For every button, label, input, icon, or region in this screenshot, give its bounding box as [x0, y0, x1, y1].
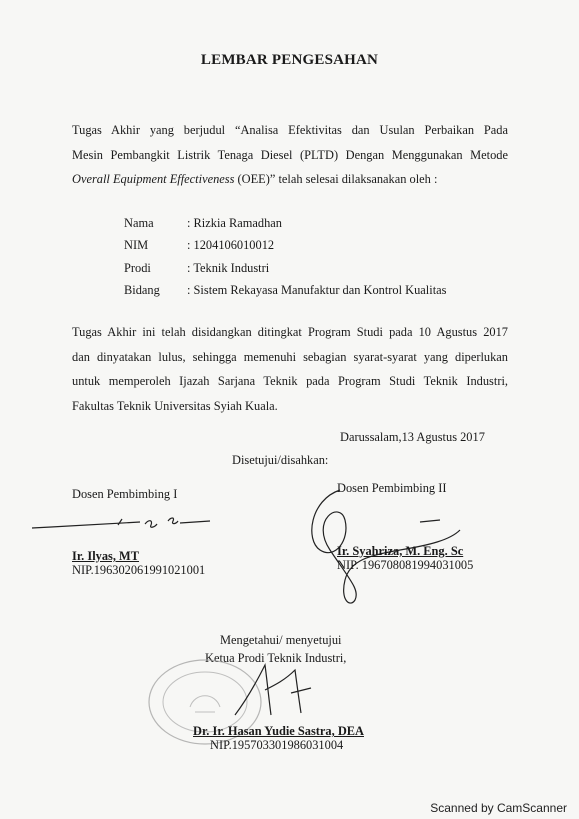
bidang-value: : Sistem Rekayasa Manufaktur dan Kontrol Kualitas: [187, 283, 447, 297]
intro-paragraph: [72, 118, 508, 192]
supervisor1-nip: NIP.196302061991021001: [72, 563, 206, 577]
nim-value: : 1204106010012: [187, 238, 275, 252]
head-nip: NIP.195703301986031004: [210, 738, 344, 752]
head-line-1: Mengetahui/ menyetujui: [220, 633, 342, 647]
scanner-watermark: Scanned by CamScanner: [430, 801, 567, 815]
body-paragraph: [72, 320, 508, 418]
head-name: Dr. Ir. Hasan Yudie Sastra, DEA: [193, 724, 364, 738]
supervisor2-nip: NIP. 196708081994031005: [337, 558, 474, 572]
prodi-value: : Teknik Industri: [187, 261, 270, 275]
prodi-label: Prodi: [124, 261, 151, 275]
head-line-2: Ketua Prodi Teknik Industri,: [205, 651, 347, 665]
body-line-3: untuk memperoleh Ijazah Sarjana Teknik pada Program Studi Teknik Industri,: [72, 374, 508, 388]
nim-label: NIM: [124, 238, 149, 252]
intro-line-1: Tugas Akhir yang berjudul “Analisa Efektivitas dan Usulan Perbaikan Pada: [72, 123, 508, 137]
page-title: LEMBAR PENGESAHAN: [200, 52, 379, 68]
supervisor1-name: Ir. Ilyas, MT: [72, 549, 140, 563]
body-line-4: Fakultas Teknik Universitas Syiah Kuala.: [72, 398, 278, 413]
approved-label: Disetujui/disahkan:: [232, 453, 329, 467]
supervisor2-name: Ir. Syahrizа, M. Eng. Sc: [337, 544, 464, 558]
place-date: Darussalam,13 Agustus 2017: [340, 430, 485, 444]
body-line-1: Tugas Akhir ini telah disidangkan ditingkat Program Studi pada 10 Agustus 2017: [72, 325, 508, 339]
intro-line-3-rest: (OEE)” telah selesai dilaksanakan oleh :: [234, 172, 438, 186]
body-line-2: dan dinyatakan lulus, sehingga memenuhi sebagian syarat-syarat yang diperlukan: [72, 349, 508, 364]
intro-italic-term: Overall Equipment Effectiveness: [72, 172, 235, 186]
bidang-label: Bidang: [124, 283, 160, 297]
supervisor1-role: Dosen Pembimbing I: [72, 487, 178, 501]
signature-supervisor1: [30, 510, 220, 540]
supervisor2-role: Dosen Pembimbing II: [337, 481, 447, 495]
name-value: : Rizkia Ramadhan: [187, 216, 282, 230]
intro-line-2: Mesin Pembangkit Listrik Tenaga Diesel (PLTD) Dengan Menggunakan Metode: [72, 147, 508, 162]
name-label: Nama: [124, 216, 154, 230]
signature-head: [225, 655, 345, 725]
intro-line-3: [72, 167, 508, 192]
